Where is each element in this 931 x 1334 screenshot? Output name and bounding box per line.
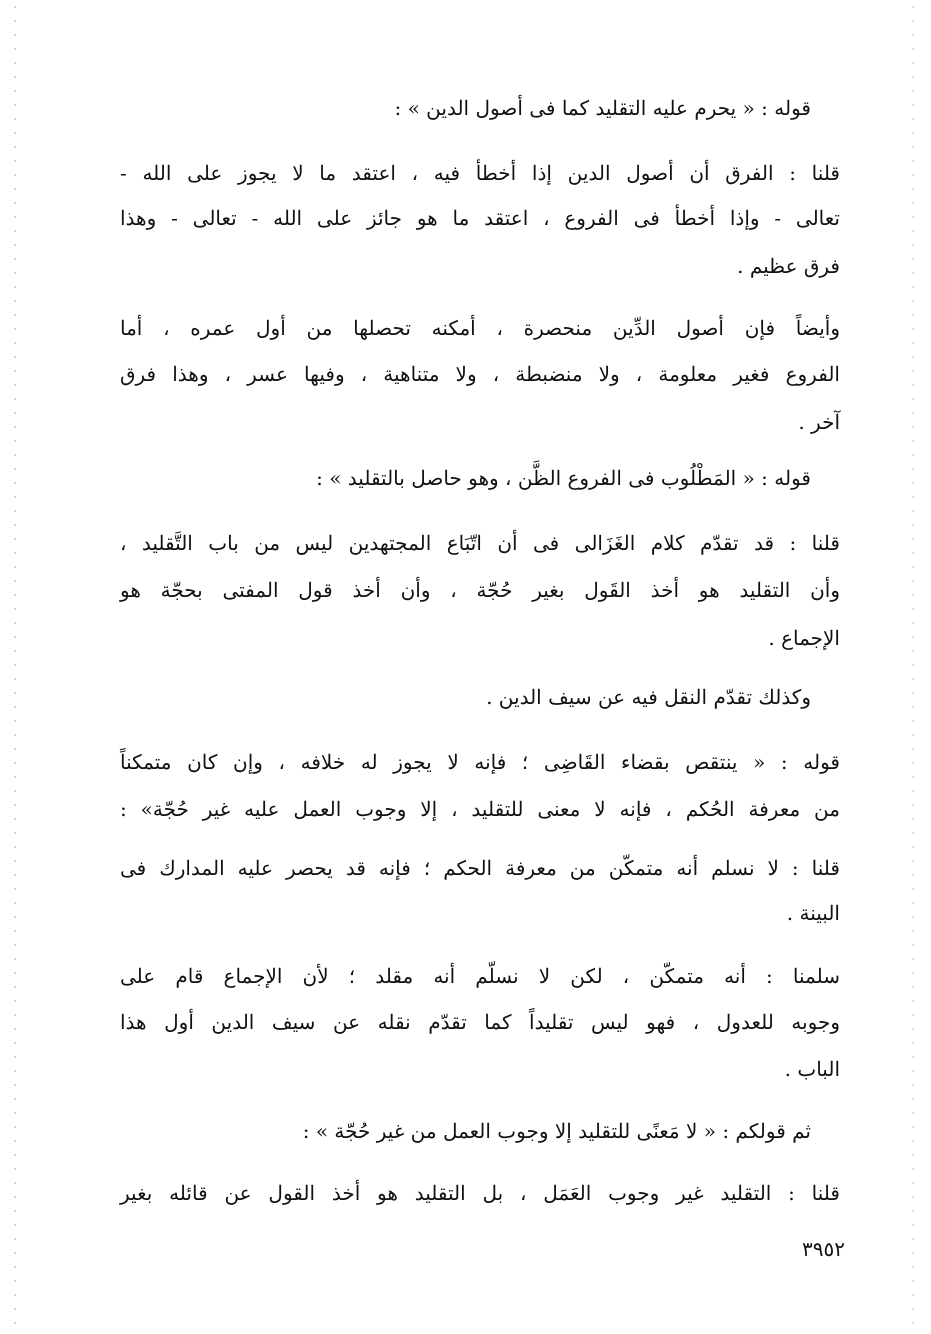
text-line-1: قوله : « يحرم عليه التقليد كما فى أصول الدين » : <box>394 96 811 120</box>
text-line-19: الباب . <box>784 1057 840 1081</box>
text-line-18: وجوبه للعدول ، فهو ليس تقليداً كما تقدّم نقله عن سيف الدين أول هذا <box>120 1010 840 1034</box>
text-line-16: البينة . <box>786 901 840 925</box>
scan-edge-dots-left <box>14 0 16 1334</box>
text-line-17: سلمنا : أنه متمكّن ، لكن لا نسلّم أنه مقلد ؛ لأن الإجماع قام على <box>120 964 840 988</box>
text-line-10: وأن التقليد هو أخذ القَول بغير حُجّة ، وأن أخذ قول المفتى بحجّة هو <box>120 578 840 602</box>
text-line-9: قلنا : قد تقدّم كلام الغَزَالى فى أن اتّبَاع المجتهدين ليس من باب التَّقليد ، <box>120 531 840 555</box>
text-line-21: قلنا : التقليد غير وجوب العَمَل ، بل التقليد هو أخذ القول عن قائله بغير <box>120 1181 840 1205</box>
text-line-3: تعالى - وإذا أخطأ فى الفروع ، اعتقد ما هو جائز على الله - تعالى - وهذا <box>120 206 840 230</box>
text-line-11: الإجماع . <box>768 626 840 650</box>
text-line-4: فرق عظيم . <box>737 254 840 278</box>
text-line-20: ثم قولكم : « لا مَعنًى للتقليد إلا وجوب العمل من غير حُجّة » : <box>302 1119 811 1143</box>
text-line-8: قوله : « المَطْلُوب فى الفروع الظَّن ، وهو حاصل بالتقليد » : <box>316 466 811 490</box>
text-line-12: وكذلك تقدّم النقل فيه عن سيف الدين . <box>486 685 811 709</box>
text-line-6: الفروع فغير معلومة ، ولا منضبطة ، ولا متناهية ، وفيها عسر ، وهذا فرق <box>120 362 840 386</box>
scan-edge-dots-right <box>912 0 914 1334</box>
text-line-2: قلنا : الفرق أن أصول الدين إذا أخطأ فيه ، اعتقد ما لا يجوز على الله - <box>120 161 840 185</box>
text-line-7: آخر . <box>798 410 840 434</box>
text-line-13: قوله : « ينتقص بقضاء القَاضِى ؛ فإنه لا يجوز له خلافه ، وإن كان متمكناً <box>120 750 840 774</box>
text-line-5: وأيضاً فإن أصول الدِّين منحصرة ، أمكنه تحصلها من أول عمره ، أما <box>120 316 840 340</box>
text-line-14: من معرفة الحُكم ، فإنه لا معنى للتقليد ، إلا وجوب العمل عليه غير حُجّة» : <box>120 797 840 821</box>
text-line-15: قلنا : لا نسلم أنه متمكّن من معرفة الحكم ؛ فإنه قد يحصر عليه المدارك فى <box>120 856 840 880</box>
page-number: ٣٩٥٢ <box>802 1237 845 1261</box>
